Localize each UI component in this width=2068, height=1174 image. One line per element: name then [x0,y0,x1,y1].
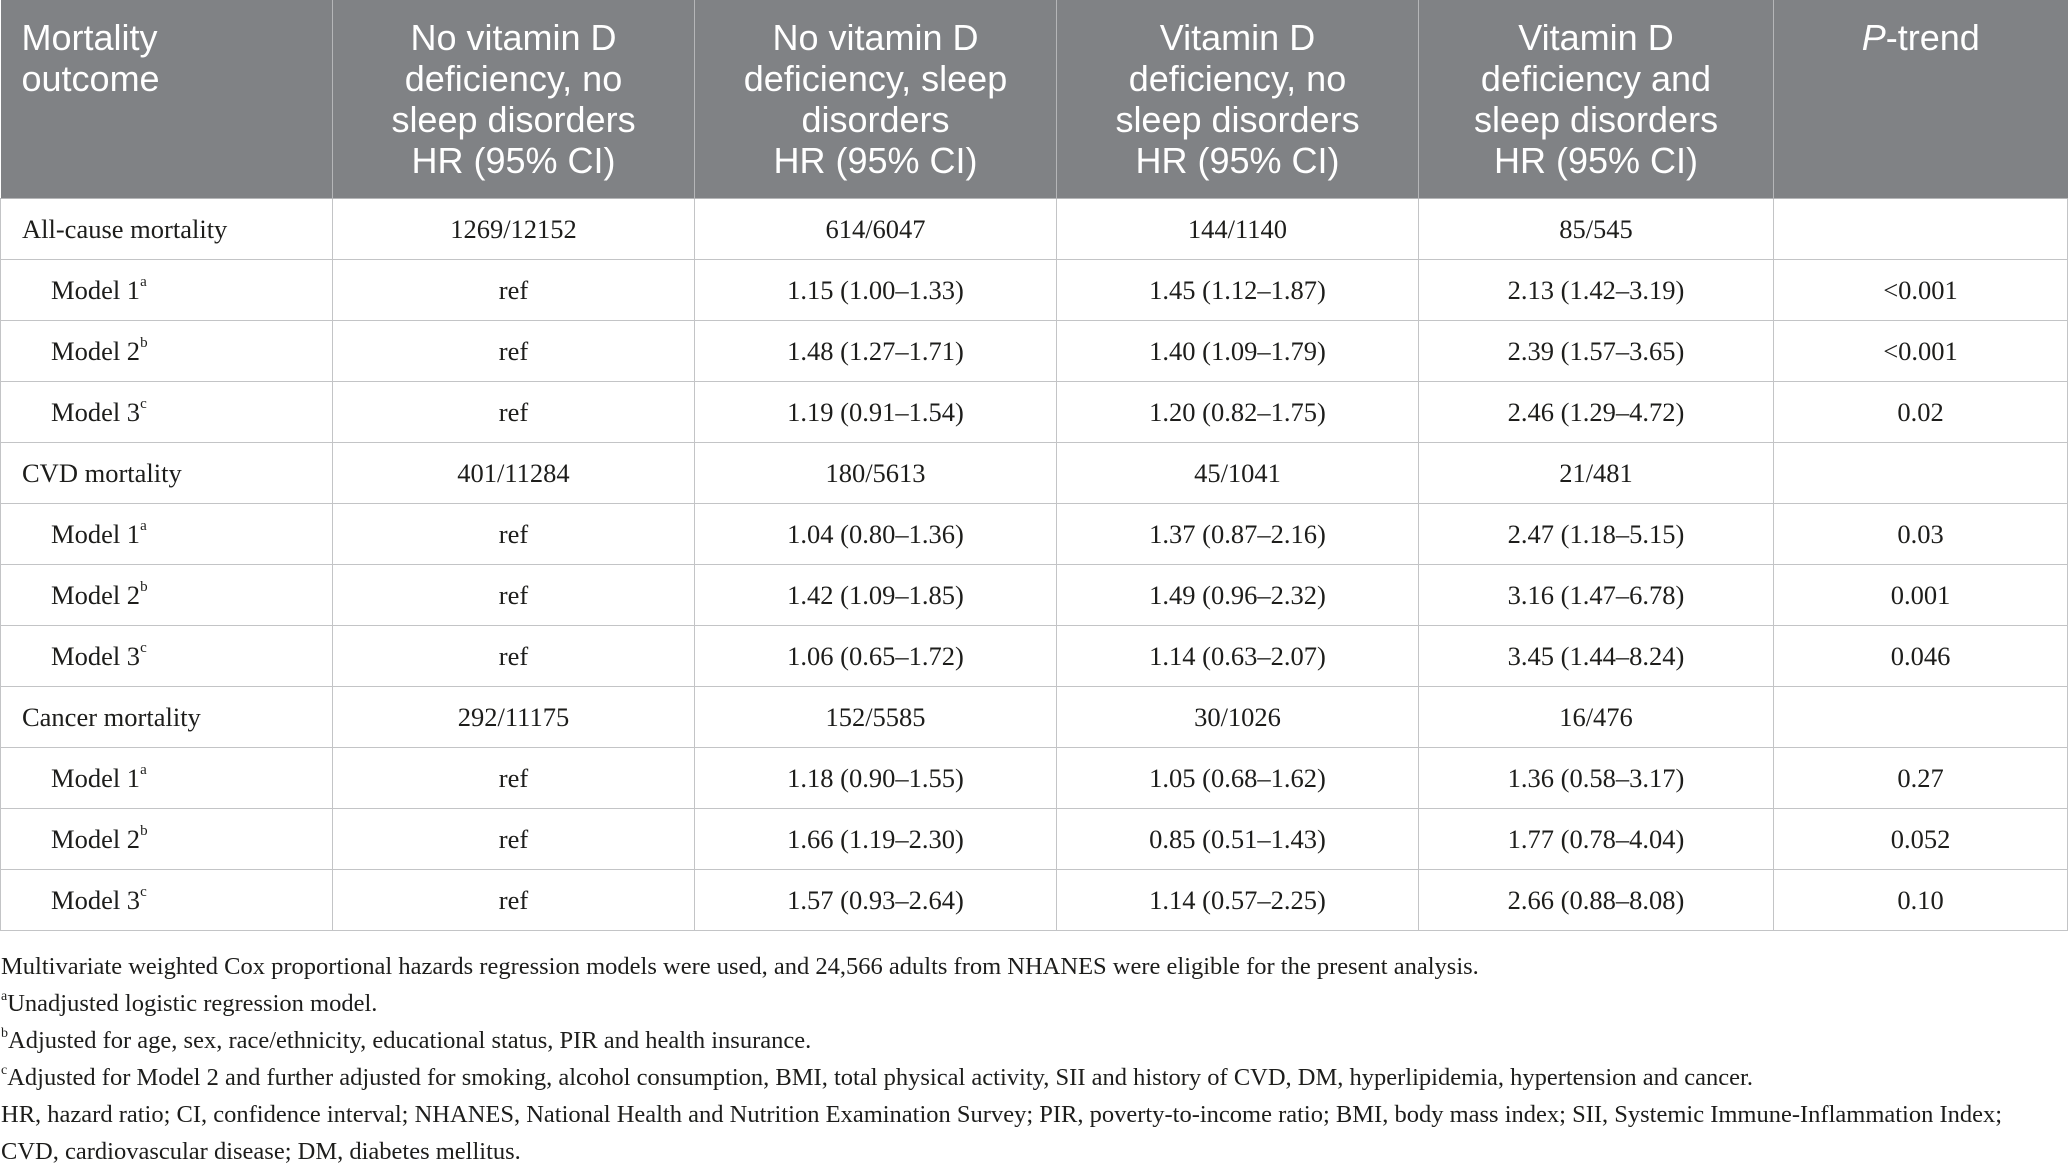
footnote-text: Multivariate weighted Cox proportional hazards regression models were used, and 24,566 adults from NHANES were eligible for the present analysis. [1,953,1479,980]
row-label-cell [1,260,333,321]
table-cell [1774,443,2068,504]
table-row [1,870,2068,931]
footnote-marker: a [140,517,147,534]
table-row [1,199,2068,260]
table-cell: 1.40 (1.09–1.79) [1057,321,1419,382]
table-cell: 2.39 (1.57–3.65) [1419,321,1774,382]
table-cell: ref [333,870,695,931]
header-line: outcome [21,58,160,99]
header-line: No vitamin D [772,17,979,58]
row-label: Model 1 [51,518,141,549]
table-cell: 16/476 [1419,687,1774,748]
table-cell: 0.03 [1774,504,2068,565]
row-label: Model 3 [51,884,141,915]
table-cell: 1.77 (0.78–4.04) [1419,809,1774,870]
footnote-text: Adjusted for age, sex, race/ethnicity, educational status, PIR and health insurance. [8,1027,812,1054]
table-cell: 614/6047 [695,199,1057,260]
header-line: sleep disorders [1115,99,1360,140]
table-cell: 1.48 (1.27–1.71) [695,321,1057,382]
table-cell: 1.06 (0.65–1.72) [695,626,1057,687]
table-cell: 152/5585 [695,687,1057,748]
table-body [1,199,2068,931]
footnote-marker: b [140,334,148,351]
table-cell: ref [333,321,695,382]
table-cell: 1.66 (1.19–2.30) [695,809,1057,870]
row-label: Model 3 [51,640,141,671]
footnote [1,948,2061,985]
table-cell: 1.15 (1.00–1.33) [695,260,1057,321]
header-line: Vitamin D [1159,17,1316,58]
header-line: deficiency, no [404,58,623,99]
row-label-cell [1,809,333,870]
row-label-cell [1,443,333,504]
table-cell: 2.47 (1.18–5.15) [1419,504,1774,565]
table-cell: 2.46 (1.29–4.72) [1419,382,1774,443]
table-row [1,809,2068,870]
table-cell: ref [333,565,695,626]
footnote-text: HR, hazard ratio; CI, confidence interval; NHANES, National Health and Nutrition Examination Survey; PIR, poverty-to-income ratio; BMI, body mass index; SII, Systemic Immune-Inflammation Index; CVD, cardiovascular disease; DM, diabetes mellitus. [1,1101,2003,1165]
header-line: deficiency and [1480,58,1712,99]
table-cell [1774,199,2068,260]
header-vitd-no-sleep [1057,0,1419,199]
footnote-marker: a [1,988,8,1004]
header-no-vitd-no-sleep [333,0,695,199]
header-line: No vitamin D [410,17,617,58]
footnote [1,1096,2061,1170]
table-cell: 1269/12152 [333,199,695,260]
row-label-cell [1,321,333,382]
table-cell: 1.20 (0.82–1.75) [1057,382,1419,443]
header-line: disorders [801,99,950,140]
footnote-text: Unadjusted logistic regression model. [7,990,378,1017]
header-line: HR (95% CI) [773,140,978,181]
table-cell: 0.046 [1774,626,2068,687]
table-cell: 1.05 (0.68–1.62) [1057,748,1419,809]
row-label-cell [1,565,333,626]
row-label: CVD mortality [22,457,182,488]
table-cell: 1.37 (0.87–2.16) [1057,504,1419,565]
table-cell: 0.001 [1774,565,2068,626]
table-cell: ref [333,626,695,687]
header-trend: -trend [1885,17,1980,58]
table-cell: 2.66 (0.88–8.08) [1419,870,1774,931]
table-cell: 30/1026 [1057,687,1419,748]
table-cell: 292/11175 [333,687,695,748]
table-cell: 21/481 [1419,443,1774,504]
header-p-trend [1774,0,2068,199]
table-cell: 3.45 (1.44–8.24) [1419,626,1774,687]
table-cell: 3.16 (1.47–6.78) [1419,565,1774,626]
header-line: sleep disorders [1473,99,1719,140]
footnote-marker: c [140,639,147,656]
footnote-marker: c [1,1062,8,1078]
table-cell: 180/5613 [695,443,1057,504]
header-row [1,0,2068,199]
row-label: All-cause mortality [22,213,228,244]
table-cell: <0.001 [1774,260,2068,321]
row-label-cell [1,199,333,260]
table-cell: 144/1140 [1057,199,1419,260]
header-line: Vitamin D [1518,17,1674,58]
table-row [1,748,2068,809]
header-vitd-and-sleep [1419,0,1774,199]
footnote-marker: a [140,273,147,290]
table-cell: 1.49 (0.96–2.32) [1057,565,1419,626]
table-cell: 401/11284 [333,443,695,504]
row-label: Model 1 [51,274,141,305]
footnote [1,1059,2061,1096]
header-p-italic: P [1861,17,1886,58]
table-cell [1774,687,2068,748]
table-row [1,260,2068,321]
table-cell: 0.10 [1774,870,2068,931]
footnote-marker: b [1,1025,8,1041]
footnote [1,985,2061,1022]
row-label: Model 2 [51,823,141,854]
table-cell: ref [333,504,695,565]
table-row [1,687,2068,748]
header-line: deficiency, sleep [743,58,1008,99]
table-cell: 1.36 (0.58–3.17) [1419,748,1774,809]
table-footnotes [1,948,2061,1170]
table-cell: 1.04 (0.80–1.36) [695,504,1057,565]
footnote-text: Adjusted for Model 2 and further adjusted for smoking, alcohol consumption, BMI, total physical activity, SII and history of CVD, DM, hyperlipidemia, hypertension and cancer. [7,1064,1753,1091]
footnote-marker: b [140,578,148,595]
table-cell: 0.85 (0.51–1.43) [1057,809,1419,870]
table-cell: 1.18 (0.90–1.55) [695,748,1057,809]
footnote [1,1022,2061,1059]
table-cell: 1.42 (1.09–1.85) [695,565,1057,626]
row-label: Cancer mortality [22,701,201,732]
row-label-cell [1,626,333,687]
footnote-marker: c [140,395,147,412]
header-no-vitd-sleep [695,0,1057,199]
table-cell: ref [333,809,695,870]
table-cell: 2.13 (1.42–3.19) [1419,260,1774,321]
table-cell: 1.14 (0.63–2.07) [1057,626,1419,687]
header-line: HR (95% CI) [1493,140,1699,181]
table-cell: 45/1041 [1057,443,1419,504]
header-line: deficiency, no [1128,58,1347,99]
table-cell: 1.19 (0.91–1.54) [695,382,1057,443]
row-label-cell [1,687,333,748]
row-label-cell [1,748,333,809]
header-line: Mortality [21,17,158,58]
table-row [1,382,2068,443]
table-cell: 1.14 (0.57–2.25) [1057,870,1419,931]
row-label-cell [1,382,333,443]
table-cell: 0.02 [1774,382,2068,443]
header-line: sleep disorders [391,99,636,140]
table-row [1,565,2068,626]
table-row [1,321,2068,382]
row-label: Model 2 [51,335,141,366]
table-cell: 0.27 [1774,748,2068,809]
table-cell: 85/545 [1419,199,1774,260]
table-row [1,504,2068,565]
table-cell: 1.57 (0.93–2.64) [695,870,1057,931]
row-label: Model 2 [51,579,141,610]
table-cell: <0.001 [1774,321,2068,382]
table-row [1,626,2068,687]
footnote-marker: a [140,761,147,778]
row-label: Model 3 [51,396,141,427]
row-label: Model 1 [51,762,141,793]
table-cell: ref [333,748,695,809]
table-cell: 1.45 (1.12–1.87) [1057,260,1419,321]
row-label-cell [1,870,333,931]
table-cell: ref [333,382,695,443]
header-line: HR (95% CI) [1135,140,1340,181]
header-mortality-outcome [1,0,333,199]
table-cell: 0.052 [1774,809,2068,870]
footnote-marker: b [140,822,148,839]
row-label-cell [1,504,333,565]
header-line: HR (95% CI) [411,140,616,181]
table-cell: ref [333,260,695,321]
table-row [1,443,2068,504]
footnote-marker: c [140,883,147,900]
